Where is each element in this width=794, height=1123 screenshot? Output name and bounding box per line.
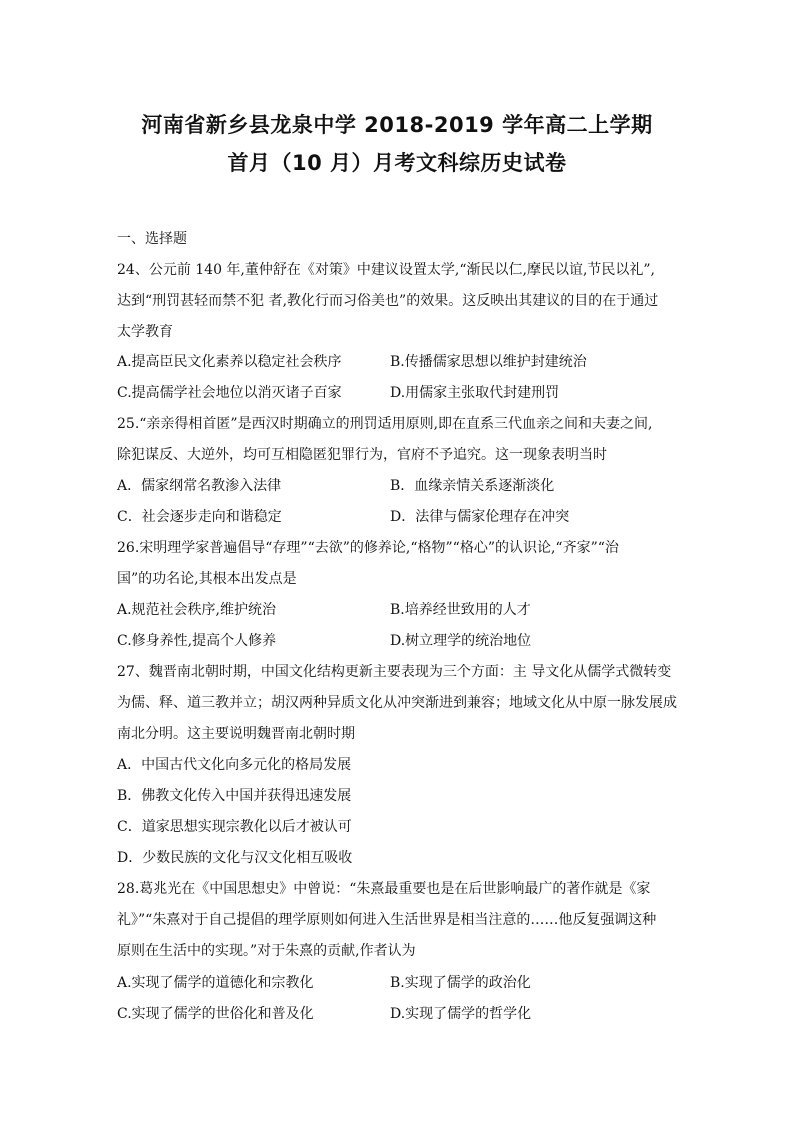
question-25-option-c: C．社会逐步走向和谐稳定 (117, 509, 282, 525)
question-27-line-1: 27、魏晋南北朝时期，中国文化结构更新主要表现为三个方面：主 导文化从儒学式微转变 (117, 664, 672, 680)
question-27-line-3: 南北分明。这主要说明魏晋南北朝时期 (117, 726, 355, 742)
question-24-option-c: C.提高儒学社会地位以消灭诸子百家 (117, 385, 342, 401)
question-28-line-3: 原则在生活中的实现。”对于朱熹的贡献,作者认为 (117, 943, 416, 959)
question-27-option-b: B．佛教文化传入中国并获得迅速发展 (117, 788, 352, 804)
exam-title-line-1: 河南省新乡县龙泉中学 2018-2019 学年高二上学期 (141, 113, 653, 137)
section-heading: 一、选择题 (117, 231, 187, 247)
question-28-option-d: D.实现了儒学的哲学化 (390, 1006, 532, 1022)
question-27-option-d: D．少数民族的文化与汉文化相互吸收 (117, 850, 353, 866)
question-24-option-b: B.传播儒家思想以维护封建统治 (390, 354, 587, 370)
question-25-line-2: 除犯谋反、大逆外，均可互相隐匿犯罪行为，官府不予追究。这一现象表明当时 (117, 447, 607, 463)
question-26-option-a: A.规范社会秩序,维护统治 (117, 602, 277, 618)
question-27-option-a: A．中国古代文化向多元化的格局发展 (117, 757, 352, 773)
question-26-line-2: 国”的功名论,其根本出发点是 (117, 571, 297, 587)
exam-title-line-2: 首月（10 月）月考文科综历史试卷 (227, 151, 567, 175)
question-26-option-d: D.树立理学的统治地位 (390, 633, 532, 649)
question-24-option-a: A.提高臣民文化素养以稳定社会秩序 (117, 354, 342, 370)
question-25-option-a: A．儒家纲常名教渗入法律 (117, 478, 282, 494)
question-26-line-1: 26.宋明理学家普遍倡导“存理”“去欲”的修养论,“格物”“格心”的认识论,“齐家”“治 (117, 540, 619, 556)
question-28-option-b: B.实现了儒学的政治化 (390, 975, 531, 991)
question-25-line-1: 25.“亲亲得相首匿”是西汉时期确立的刑罚适用原则,即在直系三代血亲之间和夫妻之间, (117, 416, 653, 432)
question-28-line-1: 28.葛兆光在《中国思想史》中曾说：“朱熹最重要也是在后世影响最广的著作就是《家 (117, 881, 651, 897)
question-24-line-3: 太学教育 (117, 324, 173, 340)
question-24-option-d: D.用儒家主张取代封建刑罚 (390, 385, 560, 401)
question-27-option-c: C．道家思想实现宗教化以后才被认可 (117, 819, 352, 835)
question-27-line-2: 为儒、释、道三教并立；胡汉两种异质文化从冲突渐进到兼容；地域文化从中原一脉发展成 (117, 695, 677, 711)
question-28-option-c: C.实现了儒学的世俗化和普及化 (117, 1006, 314, 1022)
question-25-option-d: D．法律与儒家伦理存在冲突 (390, 509, 570, 525)
question-24-line-1: 24、公元前 140 年,董仲舒在《对策》中建议设置太学,“渐民以仁,摩民以谊,节民以礼”, (117, 262, 655, 278)
question-26-option-c: C.修身养性,提高个人修养 (117, 633, 277, 649)
question-26-option-b: B.培养经世致用的人才 (390, 602, 531, 618)
question-28-line-2: 礼》”“朱熹对于自己提倡的理学原则如何进入生活世界是相当注意的……他反复强调这种 (117, 912, 657, 928)
question-25-option-b: B．血缘亲情关系逐渐淡化 (390, 478, 555, 494)
question-28-option-a: A.实现了儒学的道德化和宗教化 (117, 975, 314, 991)
question-24-line-2: 达到“刑罚甚轻而禁不犯 者,教化行而习俗美也”的效果。这反映出其建议的目的在于通过 (117, 293, 659, 309)
